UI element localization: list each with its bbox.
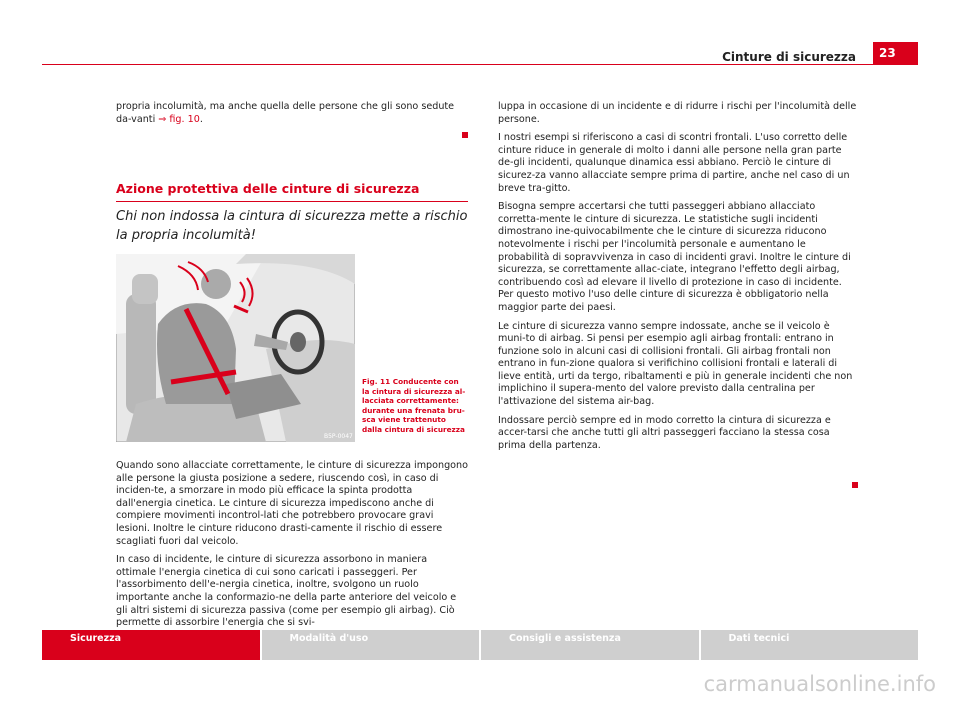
tab-consigli-assistenza[interactable]: Consigli e assistenza xyxy=(481,630,701,660)
body-paragraph: Quando sono allacciate correttamente, le cinture di sicurezza impongono alle persone la giusta posizione a sedere, riuscendo così, in caso di inciden-te, a smorzare in modo più efficace la spinta prodotta dall'energia cinetica. Le cinture di sicurezza impediscono anche di compiere movimenti incontrol-lati che potrebbero provocare gravi lesioni. Inoltre le cinture riducono drasti-camente il rischio di essere scagliati fuori dal veicolo. xyxy=(116,460,468,547)
body-paragraph: luppa in occasione di un incidente e di ridurre i rischi per l'incolumità delle persone. xyxy=(498,101,857,125)
body-paragraph: Le cinture di sicurezza vanno sempre indossate, anche se il veicolo è muni-to di airbag. Si pensi per esempio agli airbag frontali: entrano in funzione solo in alcuni casi di collisioni frontali. Gli airbag frontali non entrano in fun-zione qualora si verifichino collisioni frontali e laterali di lieve entità, urti da tergo, ribaltamenti e più in generale incidenti che non implichino il supera-mento del valore previsto dalla centralina per l'attivazione del sistema air-bag. xyxy=(498,320,853,408)
page-header-title: Cinture di sicurezza xyxy=(722,50,856,64)
body-paragraph: Bisogna sempre accertarsi che tutti passeggeri abbiano allacciato corretta-mente le cinture di sicurezza. Le statistiche sugli incidenti dimostrano ine-quivocabilmente che le cinture di sicurezza riducono notevolmente i rischi per l'incolumità personale e aumentano le probabilità di sopravvivenza in caso di incidenti gravi. Inoltre le cinture di sicurezza, se correttamente allac-ciate, integrano l'effetto degli airbag, contribuendo così ad elevare il livello di protezione in caso di incidente. Per questo motivo l'uso delle cinture di sicurezza è obbligatorio nella maggior parte dei paesi. xyxy=(498,201,851,313)
body-paragraph: In caso di incidente, le cinture di sicurezza assorbono in maniera ottimale l'energia cinetica di cui sono caricati i passeggeri. Per l'assorbimento dell'e-nergia cinetica, inoltre, svolgono un ruolo importante anche la conformazio-ne della parte anteriore del veicolo e gli altri sistemi di sicurezza passiva (come per esempio gli airbag). Ciò permette di assorbire l'energia che si svi- xyxy=(116,554,457,629)
right-body xyxy=(498,101,858,458)
left-body xyxy=(116,460,468,636)
tab-modalita-uso[interactable]: Modalità d'uso xyxy=(262,630,482,660)
section-subtitle: Chi non indossa la cintura di sicurezza mette a rischio la propria incolumità! xyxy=(116,209,468,243)
tab-dati-tecnici[interactable]: Dati tecnici xyxy=(701,630,919,660)
watermark: carmanualsonline.info xyxy=(703,672,936,696)
section-end-mark xyxy=(852,482,858,488)
footer-nav xyxy=(42,630,918,660)
intro-paragraph xyxy=(116,101,468,126)
body-paragraph: Indossare perciò sempre ed in modo corretto la cintura di sicurezza e accer-tarsi che anche tutti gli altri passeggeri facciano la stessa cosa prima della partenza. xyxy=(498,414,831,451)
tab-sicurezza[interactable]: Sicurezza xyxy=(42,630,262,660)
section-heading: Azione protettiva delle cinture di sicurezza xyxy=(116,181,468,202)
page-number: 23 xyxy=(873,42,918,65)
header-rule xyxy=(42,64,918,65)
left-intro xyxy=(116,101,468,132)
intro-text: propria incolumità, ma anche quella delle persone che gli sono sedute da-vanti xyxy=(116,101,455,125)
seatbelt-figure-illustration xyxy=(116,254,355,442)
figure-link[interactable]: ⇒ fig. 10 xyxy=(158,113,200,125)
figure-code: B5P-0047 xyxy=(324,433,353,440)
section-end-mark xyxy=(462,132,468,138)
body-paragraph: I nostri esempi si riferiscono a casi di scontri frontali. L'uso corretto delle cinture riduce in generale di molto i danni alle persone nella gran parte de-gli incidenti, qualunque dinamica essi abbiano. Perciò le cinture di sicurez-za vanno allacciate sempre prima di partire, anche nel caso di un breve tra-gitto. xyxy=(498,132,850,194)
intro-end: . xyxy=(199,113,203,125)
figure-caption: Fig. 11 Conducente con la cintura di sicurezza al-lacciata correttamente: durante una frenata bru-sca viene trattenuto dalla cintura di sicurezza xyxy=(362,377,466,434)
